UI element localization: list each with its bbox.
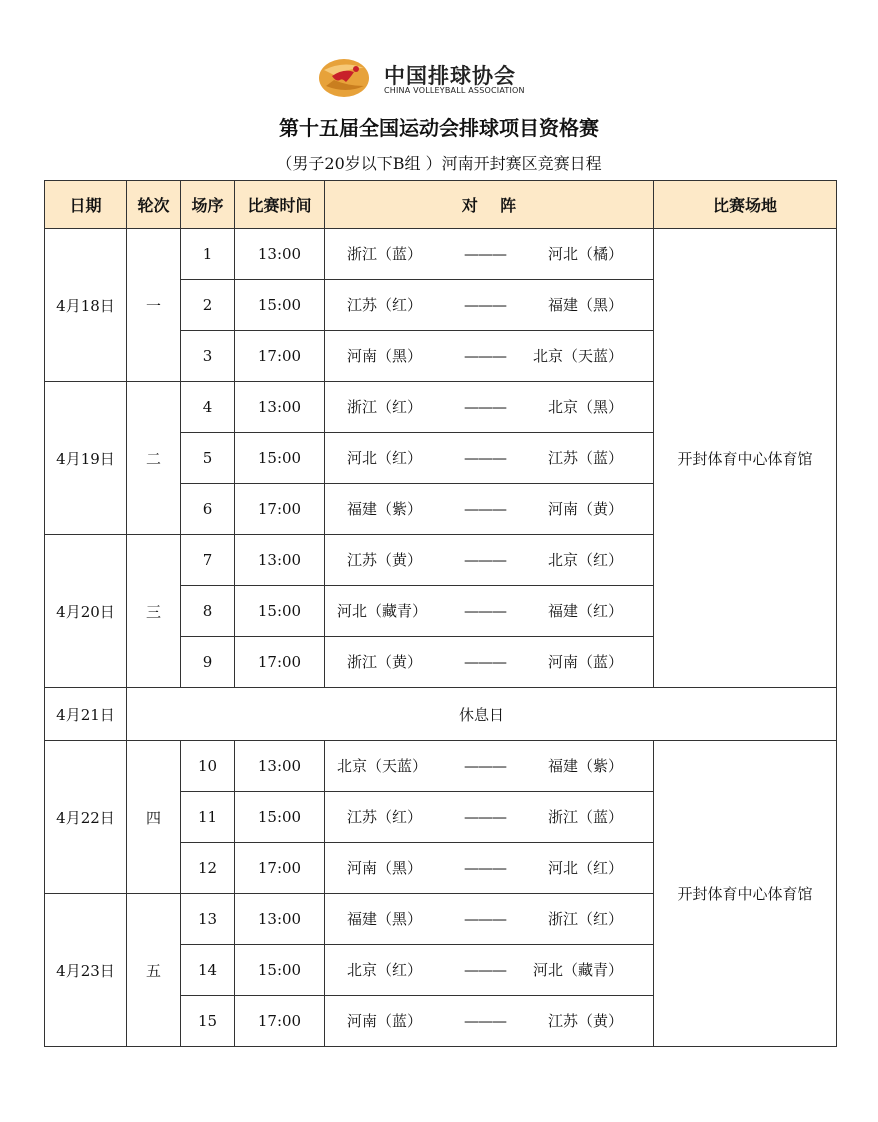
- table-row: [45, 741, 837, 792]
- match-no-cell: 12: [181, 843, 235, 894]
- home-team: 江苏（红）: [347, 808, 423, 826]
- away-team: 河南（蓝）: [547, 653, 623, 671]
- home-team: 河北（红）: [347, 449, 423, 467]
- time-cell: 15:00: [235, 433, 325, 484]
- away-team: 浙江（红）: [547, 910, 623, 928]
- match-no-cell: 10: [181, 741, 235, 792]
- vs-dash: ———: [464, 808, 506, 826]
- matchup-cell: [325, 535, 654, 586]
- match-no-cell: 4: [181, 382, 235, 433]
- date-cell: 4月23日: [45, 894, 127, 1047]
- logo-name-cn: 中国排球协会: [384, 63, 516, 88]
- rest-day-label: 休息日: [127, 688, 837, 741]
- match-no-cell: 15: [181, 996, 235, 1047]
- round-cell: 一: [127, 229, 181, 382]
- away-team: 北京（红）: [547, 551, 623, 569]
- time-cell: 15:00: [235, 945, 325, 996]
- home-team: 浙江（黄）: [347, 653, 423, 671]
- date-cell: 4月19日: [45, 382, 127, 535]
- time-cell: 13:00: [235, 894, 325, 945]
- date-cell: 4月21日: [45, 688, 127, 741]
- round-cell: 二: [127, 382, 181, 535]
- round-cell: 三: [127, 535, 181, 688]
- matchup-cell: [325, 331, 654, 382]
- matchup-cell: [325, 996, 654, 1047]
- vs-dash: ———: [464, 910, 506, 928]
- association-logo: [318, 56, 540, 100]
- home-team: 浙江（蓝）: [347, 245, 423, 263]
- time-cell: 15:00: [235, 586, 325, 637]
- round-cell: 五: [127, 894, 181, 1047]
- time-cell: 13:00: [235, 229, 325, 280]
- time-cell: 17:00: [235, 843, 325, 894]
- away-team: 福建（红）: [547, 602, 623, 620]
- time-cell: 13:00: [235, 535, 325, 586]
- volleyball-logo-icon: [318, 56, 378, 100]
- match-no-cell: 11: [181, 792, 235, 843]
- away-team: 河北（藏青）: [532, 961, 623, 979]
- match-no-cell: 2: [181, 280, 235, 331]
- away-team: 江苏（蓝）: [547, 449, 623, 467]
- time-cell: 15:00: [235, 280, 325, 331]
- vs-dash: ———: [464, 602, 506, 620]
- header-venue: 比赛场地: [654, 181, 837, 229]
- vs-dash: ———: [464, 449, 506, 467]
- home-team: 北京（红）: [347, 961, 423, 979]
- match-no-cell: 5: [181, 433, 235, 484]
- vs-dash: ———: [464, 296, 506, 314]
- away-team: 江苏（黄）: [547, 1012, 623, 1030]
- time-cell: 17:00: [235, 484, 325, 535]
- vs-dash: ———: [464, 551, 506, 569]
- header-round: 轮次: [127, 181, 181, 229]
- matchup-cell: [325, 280, 654, 331]
- header-matchup: 对 阵: [325, 181, 654, 229]
- matchup-cell: [325, 484, 654, 535]
- time-cell: 17:00: [235, 331, 325, 382]
- logo-name-en: CHINA VOLLEYBALL ASSOCIATION: [384, 86, 525, 95]
- away-team: 北京（黑）: [547, 398, 623, 416]
- time-cell: 13:00: [235, 382, 325, 433]
- match-no-cell: 1: [181, 229, 235, 280]
- match-no-cell: 3: [181, 331, 235, 382]
- table-header-row: [45, 181, 837, 229]
- matchup-cell: [325, 637, 654, 688]
- matchup-cell: [325, 586, 654, 637]
- vs-dash: ———: [464, 398, 506, 416]
- time-cell: 17:00: [235, 637, 325, 688]
- home-team: 福建（黑）: [347, 910, 423, 928]
- table-row: [45, 229, 837, 280]
- time-cell: 15:00: [235, 792, 325, 843]
- home-team: 河南（黑）: [347, 347, 423, 365]
- match-no-cell: 13: [181, 894, 235, 945]
- away-team: 河南（黄）: [547, 500, 623, 518]
- home-team: 江苏（红）: [347, 296, 423, 314]
- match-no-cell: 14: [181, 945, 235, 996]
- vs-dash: ———: [464, 1012, 506, 1030]
- matchup-cell: [325, 843, 654, 894]
- match-no-cell: 8: [181, 586, 235, 637]
- schedule-table: [44, 180, 837, 1047]
- away-team: 福建（黑）: [547, 296, 623, 314]
- matchup-cell: [325, 945, 654, 996]
- home-team: 江苏（黄）: [347, 551, 423, 569]
- match-no-cell: 6: [181, 484, 235, 535]
- date-cell: 4月22日: [45, 741, 127, 894]
- venue-cell: 开封体育中心体育馆: [654, 741, 837, 1047]
- vs-dash: ———: [464, 245, 506, 263]
- vs-dash: ———: [464, 500, 506, 518]
- round-cell: 四: [127, 741, 181, 894]
- time-cell: 13:00: [235, 741, 325, 792]
- matchup-cell: [325, 433, 654, 484]
- away-team: 河北（橘）: [547, 245, 623, 263]
- vs-dash: ———: [464, 347, 506, 365]
- away-team: 北京（天蓝）: [532, 347, 623, 365]
- away-team: 福建（紫）: [547, 757, 623, 775]
- venue-cell: 开封体育中心体育馆: [654, 229, 837, 688]
- home-team: 浙江（红）: [347, 398, 423, 416]
- time-cell: 17:00: [235, 996, 325, 1047]
- vs-dash: ———: [464, 961, 506, 979]
- match-no-cell: 7: [181, 535, 235, 586]
- matchup-cell: [325, 894, 654, 945]
- away-team: 河北（红）: [547, 859, 623, 877]
- away-team: 浙江（蓝）: [547, 808, 623, 826]
- home-team: 河南（黑）: [347, 859, 423, 877]
- home-team: 福建（紫）: [347, 500, 423, 518]
- home-team: 河南（蓝）: [347, 1012, 423, 1030]
- header-match-no: 场序: [181, 181, 235, 229]
- vs-dash: ———: [464, 653, 506, 671]
- vs-dash: ———: [464, 757, 506, 775]
- home-team: 河北（藏青）: [337, 602, 428, 620]
- date-cell: 4月18日: [45, 229, 127, 382]
- header-date: 日期: [45, 181, 127, 229]
- matchup-cell: [325, 792, 654, 843]
- header-time: 比赛时间: [235, 181, 325, 229]
- match-no-cell: 9: [181, 637, 235, 688]
- page-subtitle: （男子20岁以下B组 ）河南开封赛区竞赛日程: [276, 154, 602, 173]
- matchup-cell: [325, 229, 654, 280]
- date-cell: 4月20日: [45, 535, 127, 688]
- matchup-cell: [325, 382, 654, 433]
- rest-day-row: [45, 688, 837, 741]
- page-title: 第十五届全国运动会排球项目资格赛: [279, 116, 599, 140]
- home-team: 北京（天蓝）: [337, 757, 428, 775]
- vs-dash: ———: [464, 859, 506, 877]
- matchup-cell: [325, 741, 654, 792]
